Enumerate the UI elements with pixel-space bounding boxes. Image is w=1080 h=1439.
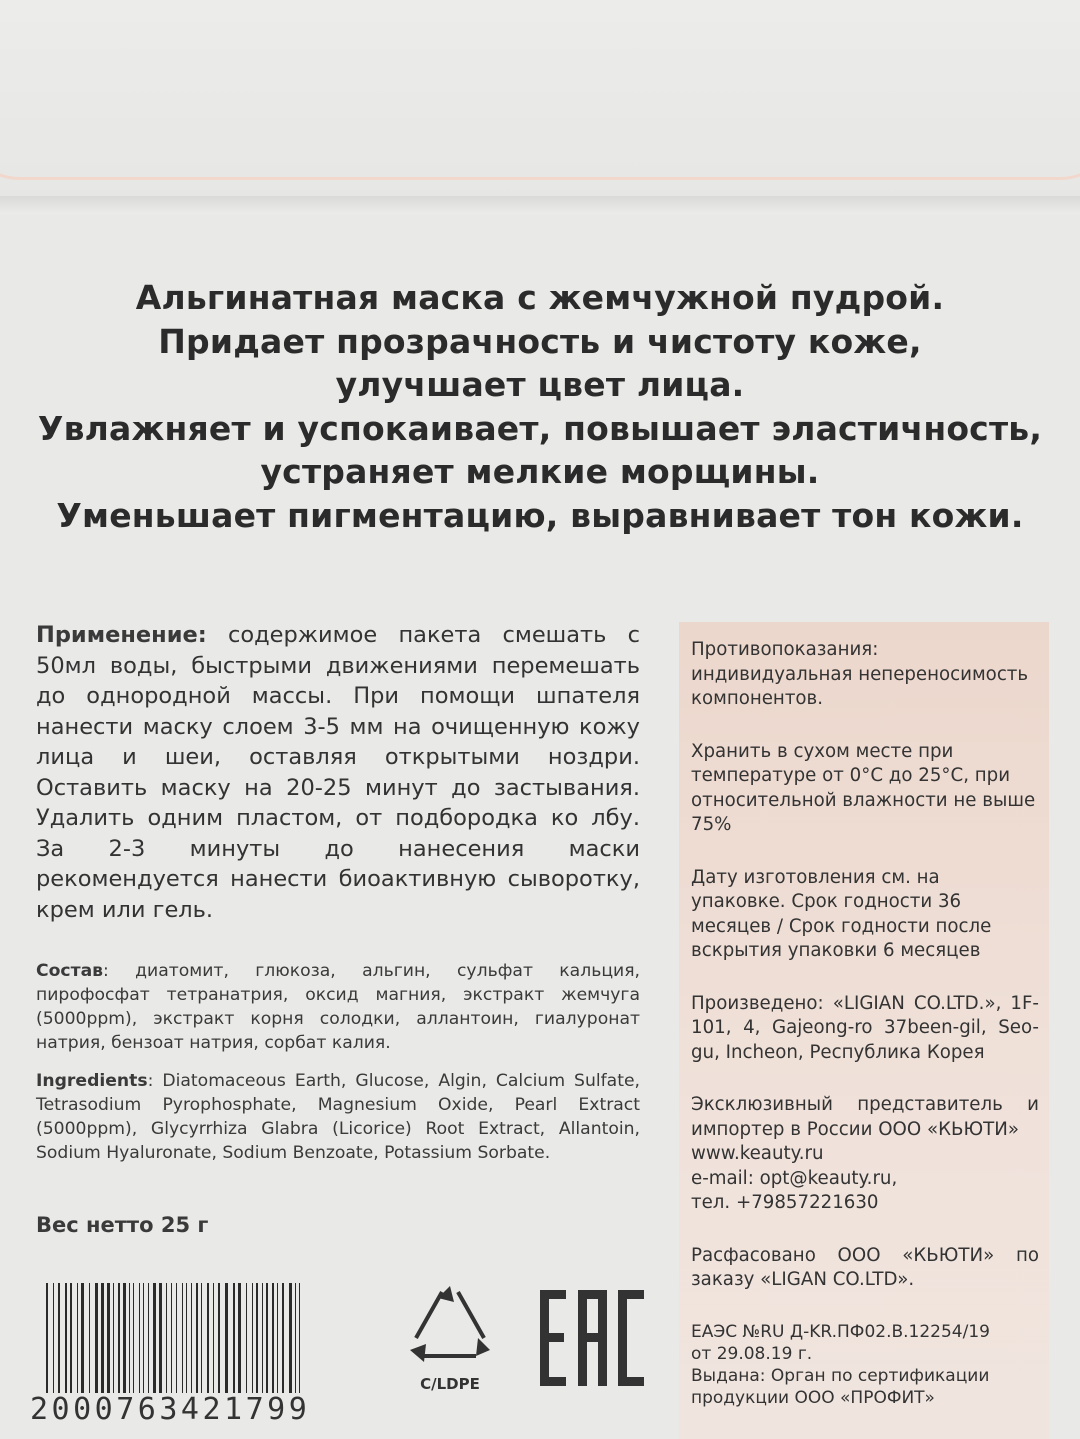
barcode-bar xyxy=(65,1283,67,1393)
barcode-bar xyxy=(133,1283,134,1393)
barcode-bar xyxy=(148,1283,149,1393)
barcode-bar xyxy=(159,1283,162,1393)
barcode-bar xyxy=(101,1283,104,1393)
ingredients-text: : Diatomaceous Earth, Glucose, Algin, Calcium Sulfate, Tetrasodium Pyrophosphate, Magnesium Oxide, Pearl Extract (5000ppm), Glycyrrhiza Glabra (Licorice) Root Extract, Allantoin, Sodium Hyaluronate, Sodium Benzoate, Potassium Sorbate. xyxy=(36,1071,640,1163)
manufacturer: Произведено: «LIGIAN CO.LTD.», 1F-101, 4, Gajeong-ro 37been-gil, Seo-gu, Incheon, Республика Корея xyxy=(691,992,1039,1063)
certificate xyxy=(691,1321,1039,1409)
eac-mark-icon xyxy=(536,1286,646,1390)
barcode-bar xyxy=(129,1283,130,1393)
barcode-bar xyxy=(153,1283,156,1393)
seal-shadow xyxy=(0,196,1080,214)
barcode-bar xyxy=(143,1283,144,1393)
headline-line: Придает прозрачность и чистоту коже, xyxy=(158,321,922,361)
barcode-bar xyxy=(196,1283,198,1393)
importer-block xyxy=(691,1093,1039,1216)
barcode-bar xyxy=(289,1283,292,1393)
barcode-bar xyxy=(139,1283,140,1393)
headline-line: Уменьшает пигментацию, выравнивает тон кожи. xyxy=(56,495,1024,535)
barcode-bar xyxy=(176,1283,177,1393)
barcode-bar xyxy=(186,1283,187,1393)
composition-label: Состав xyxy=(36,961,104,981)
cert-issued: Выдана: Орган по сертификации продукции ООО «ПРОФИТ» xyxy=(691,1365,990,1408)
barcode-bar xyxy=(118,1283,120,1393)
info-panel xyxy=(679,622,1049,1439)
product-description xyxy=(0,276,1080,537)
recycle-label: C/LDPE xyxy=(420,1375,480,1393)
barcode-graphic xyxy=(36,1283,358,1393)
barcode-bar xyxy=(113,1283,114,1393)
barcode-bar xyxy=(58,1283,60,1393)
phone: тел. +79857221630 xyxy=(691,1192,879,1213)
barcode-bar xyxy=(299,1283,300,1393)
barcode-bar xyxy=(246,1283,247,1393)
shelf-life: Дату изготовления см. на упаковке. Срок годности 36 месяцев / Срок годности после вскрытия упаковки 6 месяцев xyxy=(691,866,992,961)
headline-line: устраняет мелкие морщины. xyxy=(260,452,820,491)
importer: Эксклюзивный представитель и импортер в России ООО «КЬЮТИ» xyxy=(691,1094,1039,1140)
barcode-bar xyxy=(123,1283,126,1393)
barcode-bar xyxy=(46,1283,48,1393)
decorative-band xyxy=(0,0,1080,180)
barcode-bar xyxy=(191,1283,192,1393)
barcode-bar xyxy=(218,1283,220,1393)
cert-date: от 29.08.19 г. xyxy=(691,1343,813,1364)
cert-number: ЕАЭС №RU Д-KR.ПФ02.В.12254/19 xyxy=(691,1321,990,1342)
barcode-bar xyxy=(266,1283,268,1393)
usage-label: Применение: xyxy=(36,622,207,648)
packet-top-seal xyxy=(0,0,1080,212)
barcode-bar xyxy=(77,1283,78,1393)
barcode-bar xyxy=(238,1283,241,1393)
barcode-bar xyxy=(295,1283,296,1393)
composition-section xyxy=(36,959,640,1055)
contraindications: Противопоказания: индивидуальная непереносимость компонентов. xyxy=(691,639,1029,709)
barcode-bar xyxy=(225,1283,228,1393)
barcode-bar xyxy=(233,1283,235,1393)
ingredients-section xyxy=(36,1069,640,1165)
net-weight: Вес нетто 25 г xyxy=(36,1213,209,1237)
barcode-bar xyxy=(213,1283,214,1393)
barcode-bar xyxy=(70,1283,72,1393)
barcode-bar xyxy=(207,1283,209,1393)
email: e-mail: opt@keauty.ru, xyxy=(691,1167,898,1189)
barcode-bar xyxy=(171,1283,172,1393)
packed-by: Расфасовано ООО «КЬЮТИ» по заказу «LIGAN CO.LTD». xyxy=(691,1244,1039,1290)
ingredients-label: Ingredients xyxy=(36,1071,148,1091)
recycle-icon xyxy=(404,1282,496,1370)
barcode-bar xyxy=(53,1283,54,1393)
barcode-bar xyxy=(182,1283,183,1393)
barcode-bar xyxy=(252,1283,253,1393)
headline-line: улучшает цвет лица. xyxy=(335,365,745,404)
barcode-bar xyxy=(201,1283,202,1393)
left-column xyxy=(36,620,640,1165)
storage-conditions: Хранить в сухом месте при температуре от 0°С до 25°С, при относительной влажности не выше 75% xyxy=(691,740,1036,835)
barcode-bar xyxy=(272,1283,274,1393)
website: www.keauty.ru xyxy=(691,1143,824,1164)
headline-line: Увлажняет и успокаивает, повышает эластичность, xyxy=(37,408,1043,448)
barcode-bar xyxy=(107,1283,110,1393)
usage-text: содержимое пакета смешать с 50мл воды, быстрыми движениями перемешать до однородной массы. При помощи шпателя нанести маску слоем 3-5 мм на очищенную кожу лица и шеи, оставляя открытыми ноздри. Оставить маску на 20-25 минут до застывания. Удалить одним пластом, от подбородка ко лбу. За 2-3 минуты до нанесения маски рекомендуется нанести биоактивную сыворотку, крем или гель. xyxy=(36,622,640,923)
barcode-bar xyxy=(277,1283,278,1393)
barcode-bar xyxy=(166,1283,167,1393)
barcode-bar xyxy=(282,1283,284,1393)
barcode-bar xyxy=(95,1283,98,1393)
barcode-bar xyxy=(262,1283,263,1393)
headline-line: Альгинатная маска с жемчужной пудрой. xyxy=(135,278,945,317)
barcode-bar xyxy=(89,1283,90,1393)
barcode-bar xyxy=(256,1283,258,1393)
barcode-number: 2000763421799 xyxy=(30,1392,311,1427)
barcode-bar xyxy=(81,1283,84,1393)
composition-text: : диатомит, глюкоза, альгин, сульфат кальция, пирофосфат тетранатрия, оксид магния, экстракт жемчуга (5000ppm), экстракт корня солодки, аллантоин, гиалуронат натрия, бензоат натрия, сорбат калия. xyxy=(36,961,640,1053)
usage-section xyxy=(36,620,640,925)
